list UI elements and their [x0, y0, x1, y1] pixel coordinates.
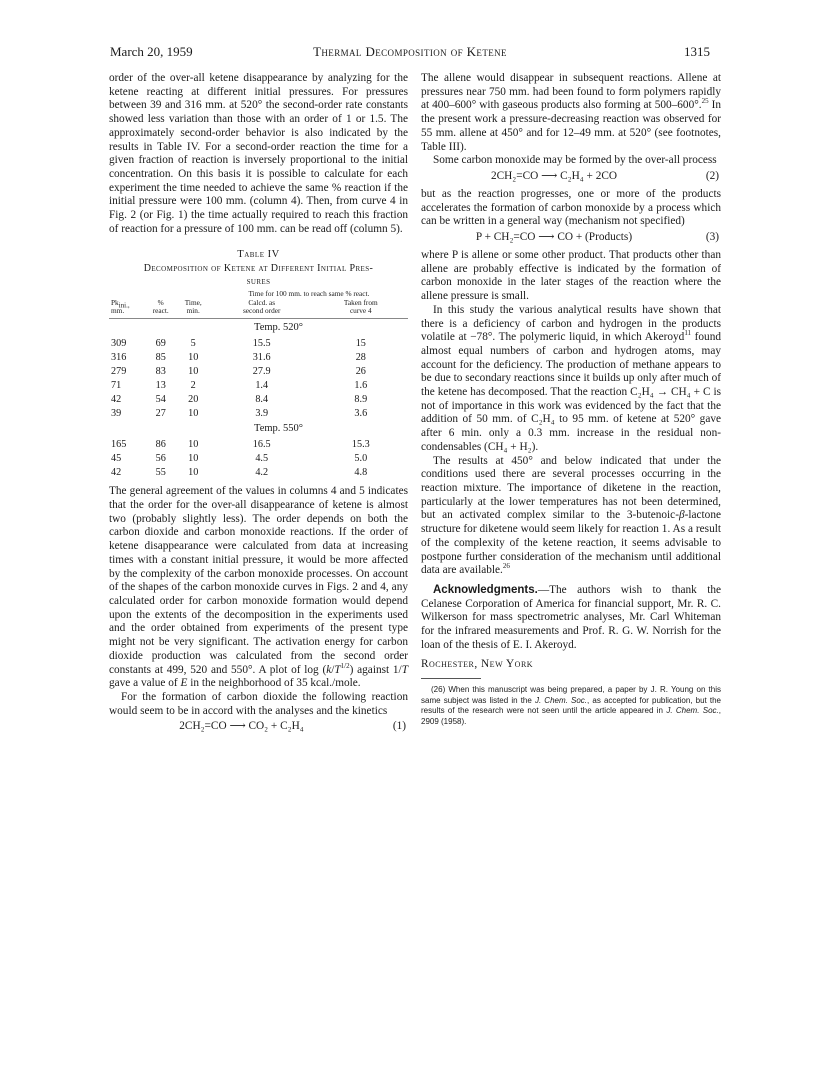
table-row: 45 56 10 4.5 5.0 — [111, 452, 368, 464]
table-span-header: Time for 100 mm. to reach same % react. — [248, 289, 370, 299]
right-paragraph-3: but as the reaction progresses, one or more of the products accelerates the formation of carbon monoxide by a process which can be written in a general way (mechanism not specified) — [421, 187, 721, 228]
table-row: 279 83 10 27.9 26 — [111, 365, 366, 377]
left-paragraph-1: order of the over-all ketene disappearance by analyzing for the ketene reacting at different initial pressures. For pressures between 39 and 316 mm. at 520° the second-order rate constants showed less variation than those with an order of 1 or 1.5. The approximately second-order behavior is also indicated by the results in Table IV. For a second-order reaction the time for a given fraction of reaction is inversely proportional to the initial concentration. On this basis it is possible to calculate for each experiment the time needed to achieve the same % reaction if the initial pressure were 100 mm. (column 4). Then, from curve 4 in Fig. 2 (or Fig. 1) the time actually required to reach this fraction of reaction for a pressure of 100 mm. can be read off (column 5). — [109, 72, 408, 235]
equation-2 — [421, 170, 721, 185]
footnote-rule — [421, 678, 481, 679]
acknowledgments: Acknowledgments.—The authors wish to thank the Celanese Corporation of America for financial support, Mr. R. C. Wilkerson for mass spectrometric analyses, Mr. Carl Whiteman for the infrared measurements and Prof. R. G. W. Norrish for the loan of the thesis of E. I. Akeroyd. — [421, 583, 721, 651]
table-row: 316 85 10 31.6 28 — [111, 351, 366, 363]
equation-3-text: P + CH₂=CO ⟶ CO + (Products) — [475, 231, 633, 244]
right-column — [421, 72, 721, 727]
table-group-label: Temp. 520° — [254, 321, 303, 333]
right-paragraph-4: where P is allene or some other product. That products other than allene are probably effective is indicated by the formation of carbon monoxide in the later stages of the reaction where the allene pressure is small. — [421, 249, 721, 303]
right-paragraph-2: Some carbon monoxide may be formed by the over-all process — [433, 154, 717, 167]
table-row: 42 54 20 8.4 8.9 — [111, 393, 368, 405]
table-subcaption-line-2: sures — [246, 276, 271, 288]
col-header-time: Time, min. — [184, 297, 202, 315]
equation-1-number: (1) — [392, 720, 406, 733]
table-subcaption-line-1: Decomposition of Ketene at Different Initial Pres- — [143, 263, 374, 275]
acknowledgments-heading: Acknowledgments. — [433, 583, 538, 596]
table-group-label: Temp. 550° — [254, 422, 303, 434]
header-date: March 20, 1959 — [110, 44, 193, 59]
col-header-calcd: Calcd. as second order — [242, 297, 281, 315]
right-paragraph-6: The results at 450° and below indicated that under the conditions used there are several processes occurring in the reaction mixture. The importance of diketene in the reaction, particularly at the lower temperatures has not been determined, but an activated complex similar to the 3-butenoic-β-lactone structure for diketene would seem likely for reaction 1. As a result of the complexity of the ketene reaction, it seems advisable to postpone further consideration of the mechanism until additional data are available.$^{26}$ — [421, 454, 721, 577]
right-paragraph-1: The allene would disappear in subsequent reactions. Allene at pressures near 750 mm. had been found to form polymers rapidly at 400–600° with gaseous products also forming at 500–600°.$^{25}$ In the present work a pressure-decreasing reaction was observed for 55 mm. allene at 450° and for 12–49 mm. at 520° (see footnotes, Table III). — [421, 72, 721, 153]
table-row: 39 27 10 3.9 3.6 — [111, 407, 368, 419]
col-header-taken: Taken from curve 4 — [343, 297, 378, 315]
table-iv — [109, 290, 408, 479]
table-caption: Table IV — [237, 249, 280, 261]
left-paragraph-2: The general agreement of the values in columns 4 and 5 indicates that the order for the over-all disappearance of ketene is almost two (probably slightly less). The order depends on both the carbon dioxide and carbon monoxide reactions. If the order of ketene disappearance were calculated from data at increasing times with a constant initial pressure, it would be more affected by the complexity of the carbon monoxide processes. On account of the shapes of the carbon monoxide curves in Figs. 2 and 4, any calculated order for carbon monoxide formation would depend upon the extents of the decomposition in the experiments used and the order obtained from experiments of the present type might not be very significant. The activation energy for carbon dioxide production was calculated from the second order constants at 499, 520 and 550°. A plot of $\log (k/T^{1/2})$ against 1/T gave a value of E in the neighborhood of 35 kcal./mole. — [109, 485, 408, 690]
equation-2-text: 2CH₂=CO ⟶ C₂H₄ + 2CO — [490, 169, 618, 182]
equation-1 — [109, 720, 408, 735]
col-header-pressure: $Pk_{ini.,}$ mm. — [111, 297, 130, 315]
equation-3-number: (3) — [705, 231, 719, 244]
running-title: Thermal Decomposition of Ketene — [313, 44, 507, 59]
col-header-react: % react. — [152, 297, 169, 315]
right-paragraph-5: In this study the various analytical results have shown that there is a deficiency of carbon and hydrogen in the products volatile at −78°. The polymeric liquid, in which Akeroyd$^{11}$ found almost equal numbers of carbon and hydrogen atoms, may account for the deficiency. The production of methane appears to be due to secondary reactions since it builds up only after much of the ketene has decomposed. That the reaction C₂H₄ → CH₄ + C is not of importance in this work was evidenced by the fact that the addition of 50 mm. of C₂H₄ to 95 mm. of ketene at 520° gave after 6 min. only a 0.3 mm. increase in the residual non-condensables (CH₄ + H₂). — [421, 303, 721, 453]
page-number: 1315 — [684, 44, 710, 59]
footnote-26: (26) When this manuscript was being prepared, a paper by J. R. Young on this same subject was listed in the J. Chem. Soc., as accepted for publication, but the results of the research were not seen until the article appeared in J. Chem. Soc., 2909 (1958). — [421, 685, 721, 726]
table-subcaption — [109, 262, 408, 288]
table-row: 42 55 10 4.2 4.8 — [111, 466, 368, 478]
equation-1-text: 2CH₂=CO ⟶ CO₂ + C₂H₄ — [179, 720, 304, 733]
equation-2-number: (2) — [705, 169, 719, 182]
left-paragraph-3: For the formation of carbon dioxide the following reaction would seem to be in accord with the analyses and the kinetics — [109, 690, 408, 717]
table-row: 309 69 5 15.5 15 — [111, 337, 366, 349]
page-header — [110, 44, 710, 62]
table-row: 71 13 2 1.4 1.6 — [111, 379, 368, 391]
table-row: 165 86 10 16.5 15.3 — [111, 438, 370, 450]
equation-3 — [421, 231, 721, 246]
author-location: Rochester, New York — [421, 658, 534, 671]
left-column — [109, 72, 408, 738]
